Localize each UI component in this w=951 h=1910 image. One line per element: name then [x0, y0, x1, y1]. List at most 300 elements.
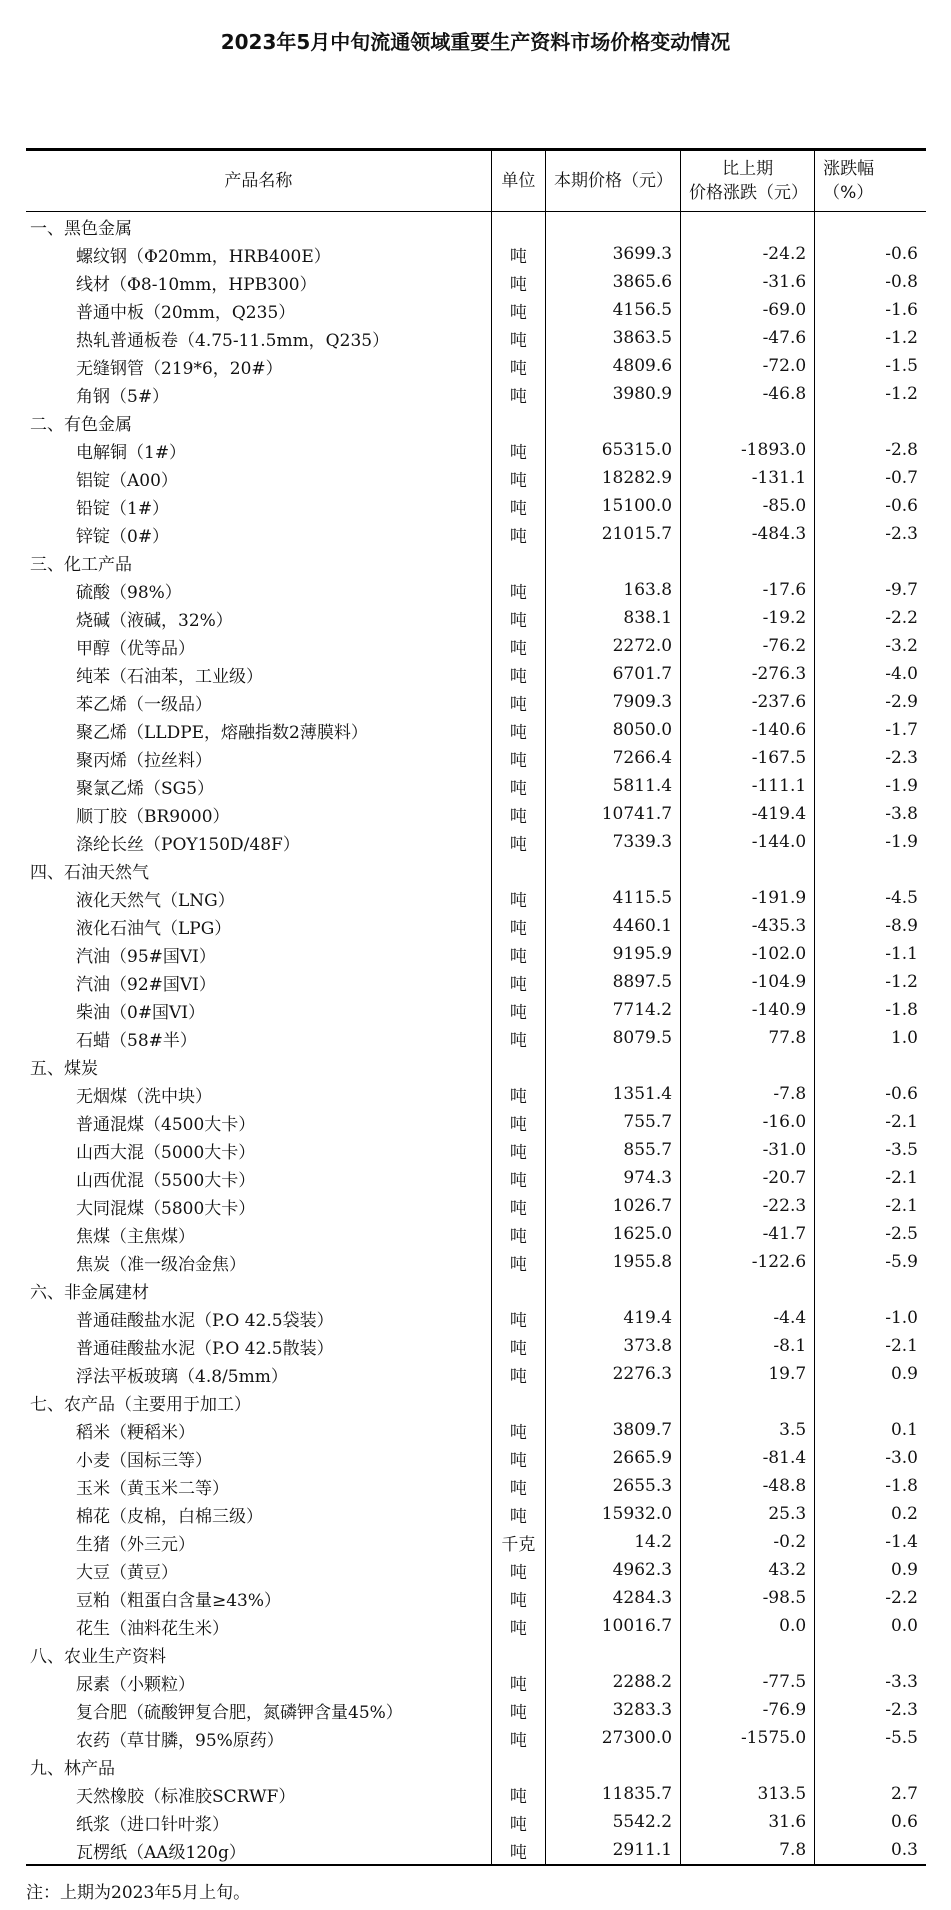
change-cell: -31.6 — [681, 268, 815, 296]
product-name-cell: 农药（草甘膦，95%原药） — [76, 1730, 284, 1751]
unit-cell: 吨 — [491, 828, 545, 856]
change-cell: -1575.0 — [681, 1724, 815, 1752]
price-cell: 4284.3 — [545, 1584, 680, 1612]
pct-cell: -2.1 — [885, 1168, 918, 1188]
table-row — [26, 1220, 926, 1248]
pct-cell: -1.7 — [885, 720, 918, 740]
price-cell: 4962.3 — [545, 1556, 680, 1584]
category-row — [26, 1752, 926, 1780]
category-row — [26, 856, 926, 884]
price-cell: 4460.1 — [545, 912, 680, 940]
product-name-cell: 五、煤炭 — [30, 1058, 98, 1079]
product-name-cell: 烧碱（液碱，32%） — [76, 610, 233, 631]
table-row — [26, 828, 926, 856]
product-name-cell: 苯乙烯（一级品） — [76, 694, 212, 715]
change-cell: -76.9 — [681, 1696, 815, 1724]
table-row — [26, 1192, 926, 1220]
product-name-cell: 小麦（国标三等） — [76, 1450, 212, 1471]
pct-cell: -0.6 — [885, 1084, 918, 1104]
table-row — [26, 660, 926, 688]
change-cell: -191.9 — [681, 884, 815, 912]
category-row — [26, 1052, 926, 1080]
product-name-cell: 四、石油天然气 — [30, 862, 149, 883]
product-name-cell: 焦煤（主焦煤） — [76, 1226, 195, 1247]
pct-cell: -1.0 — [885, 1308, 918, 1328]
product-name-cell: 复合肥（硫酸钾复合肥，氮磷钾含量45%） — [76, 1702, 403, 1723]
table-row — [26, 1248, 926, 1276]
table-row — [26, 884, 926, 912]
unit-cell: 吨 — [491, 520, 545, 548]
price-cell: 3699.3 — [545, 240, 680, 268]
pct-cell: -1.4 — [885, 1532, 918, 1552]
table-row — [26, 324, 926, 352]
product-name-cell: 聚丙烯（拉丝料） — [76, 750, 212, 771]
table-row — [26, 940, 926, 968]
pct-cell: -2.3 — [885, 748, 918, 768]
change-cell: -140.6 — [681, 716, 815, 744]
change-cell: 7.8 — [681, 1836, 815, 1865]
table-row — [26, 436, 926, 464]
table-row — [26, 1332, 926, 1360]
pct-cell: -2.2 — [885, 608, 918, 628]
product-name-cell: 液化天然气（LNG） — [76, 890, 235, 911]
pct-cell: -2.3 — [885, 524, 918, 544]
product-name-cell: 热轧普通板卷（4.75-11.5mm，Q235） — [76, 330, 390, 351]
product-name-cell: 汽油（92#国VI） — [76, 974, 216, 995]
price-cell: 27300.0 — [545, 1724, 680, 1752]
table-row — [26, 1584, 926, 1612]
product-name-cell: 无缝钢管（219*6，20#） — [76, 358, 283, 379]
change-cell: -77.5 — [681, 1668, 815, 1696]
pct-cell: -2.1 — [885, 1336, 918, 1356]
unit-cell: 吨 — [491, 1024, 545, 1052]
change-cell: -104.9 — [681, 968, 815, 996]
pct-cell: 0.1 — [890, 1420, 918, 1440]
unit-cell — [491, 1388, 545, 1416]
product-name-cell: 三、化工产品 — [30, 554, 132, 575]
unit-cell: 吨 — [491, 1668, 545, 1696]
product-name-cell: 六、非金属建材 — [30, 1282, 149, 1303]
table-row — [26, 1416, 926, 1444]
price-cell — [545, 212, 680, 241]
product-name-cell: 普通混煤（4500大卡） — [76, 1114, 256, 1135]
pct-cell — [815, 1052, 926, 1080]
pct-cell: -3.2 — [885, 636, 918, 656]
pct-cell: -3.8 — [885, 804, 918, 824]
price-cell: 2288.2 — [545, 1668, 680, 1696]
pct-cell: -0.7 — [885, 468, 918, 488]
unit-cell: 吨 — [491, 1584, 545, 1612]
table-header-row — [26, 150, 926, 212]
table-row — [26, 1164, 926, 1192]
table-row — [26, 996, 926, 1024]
change-cell: -72.0 — [681, 352, 815, 380]
product-name-cell: 涤纶长丝（POY150D/48F） — [76, 834, 300, 855]
price-cell: 755.7 — [545, 1108, 680, 1136]
change-cell: -122.6 — [681, 1248, 815, 1276]
category-row — [26, 1276, 926, 1304]
price-cell: 1955.8 — [545, 1248, 680, 1276]
unit-cell: 吨 — [491, 912, 545, 940]
table-row — [26, 380, 926, 408]
table-row — [26, 1108, 926, 1136]
table-row — [26, 296, 926, 324]
pct-cell — [815, 1276, 926, 1304]
change-cell — [681, 1388, 815, 1416]
category-row — [26, 548, 926, 576]
change-cell: -4.4 — [681, 1304, 815, 1332]
pct-cell: -0.6 — [885, 496, 918, 516]
product-name-cell: 山西大混（5000大卡） — [76, 1142, 256, 1163]
price-cell: 3283.3 — [545, 1696, 680, 1724]
change-cell: -85.0 — [681, 492, 815, 520]
unit-cell: 吨 — [491, 744, 545, 772]
table-row — [26, 604, 926, 632]
unit-cell — [491, 1640, 545, 1668]
pct-cell: 0.9 — [890, 1364, 918, 1384]
price-cell: 5542.2 — [545, 1808, 680, 1836]
pct-cell: 0.2 — [890, 1504, 918, 1524]
pct-cell: -1.1 — [885, 944, 918, 964]
unit-cell: 吨 — [491, 800, 545, 828]
change-cell: -17.6 — [681, 576, 815, 604]
unit-cell: 吨 — [491, 1472, 545, 1500]
price-cell: 2272.0 — [545, 632, 680, 660]
pct-cell: 0.9 — [890, 1560, 918, 1580]
change-cell: -102.0 — [681, 940, 815, 968]
change-cell: -16.0 — [681, 1108, 815, 1136]
price-cell: 4156.5 — [545, 296, 680, 324]
pct-cell: 1.0 — [890, 1028, 918, 1048]
change-cell — [681, 1752, 815, 1780]
product-name-cell: 浮法平板玻璃（4.8/5mm） — [76, 1366, 288, 1387]
unit-cell: 吨 — [491, 268, 545, 296]
price-cell: 9195.9 — [545, 940, 680, 968]
table-row — [26, 1304, 926, 1332]
product-name-cell: 生猪（外三元） — [76, 1534, 195, 1555]
change-cell: -131.1 — [681, 464, 815, 492]
change-cell: -22.3 — [681, 1192, 815, 1220]
product-name-cell: 螺纹钢（Φ20mm，HRB400E） — [76, 246, 331, 267]
change-cell: -7.8 — [681, 1080, 815, 1108]
change-cell: 3.5 — [681, 1416, 815, 1444]
unit-cell: 吨 — [491, 968, 545, 996]
price-cell — [545, 548, 680, 576]
price-cell: 7339.3 — [545, 828, 680, 856]
change-cell — [681, 212, 815, 241]
price-cell: 1351.4 — [545, 1080, 680, 1108]
price-cell: 1026.7 — [545, 1192, 680, 1220]
table-row — [26, 268, 926, 296]
table-row — [26, 1444, 926, 1472]
table-row — [26, 1136, 926, 1164]
unit-cell: 吨 — [491, 1444, 545, 1472]
change-cell: -24.2 — [681, 240, 815, 268]
unit-cell: 吨 — [491, 576, 545, 604]
unit-cell: 吨 — [491, 1080, 545, 1108]
table-row — [26, 968, 926, 996]
unit-cell: 吨 — [491, 1724, 545, 1752]
price-cell: 3865.6 — [545, 268, 680, 296]
pct-cell: 0.0 — [890, 1616, 918, 1636]
price-table — [26, 148, 926, 1866]
table-row — [26, 744, 926, 772]
price-cell: 18282.9 — [545, 464, 680, 492]
change-cell: -484.3 — [681, 520, 815, 548]
change-cell: -69.0 — [681, 296, 815, 324]
pct-cell — [815, 212, 926, 241]
page-title: 2023年5月中旬流通领域重要生产资料市场价格变动情况 — [220, 30, 731, 54]
price-cell: 838.1 — [545, 604, 680, 632]
product-name-cell: 山西优混（5500大卡） — [76, 1170, 256, 1191]
product-name-cell: 角钢（5#） — [76, 386, 170, 407]
change-cell — [681, 548, 815, 576]
table-body — [26, 212, 926, 1866]
unit-cell: 吨 — [491, 1136, 545, 1164]
price-cell: 163.8 — [545, 576, 680, 604]
table-row — [26, 464, 926, 492]
table-row — [26, 240, 926, 268]
pct-cell — [815, 1752, 926, 1780]
pct-cell — [815, 1388, 926, 1416]
pct-cell: -2.1 — [885, 1196, 918, 1216]
product-name-cell: 液化石油气（LPG） — [76, 918, 232, 939]
price-cell: 2911.1 — [545, 1836, 680, 1865]
product-name-cell: 二、有色金属 — [30, 414, 132, 435]
unit-cell: 吨 — [491, 492, 545, 520]
change-cell: -1893.0 — [681, 436, 815, 464]
product-name-cell: 大豆（黄豆） — [76, 1562, 178, 1583]
product-name-cell: 硫酸（98%） — [76, 582, 182, 603]
unit-cell — [491, 408, 545, 436]
unit-cell: 吨 — [491, 1304, 545, 1332]
pct-cell: -1.9 — [885, 832, 918, 852]
table-row — [26, 772, 926, 800]
unit-cell — [491, 212, 545, 241]
table-row — [26, 716, 926, 744]
pct-cell: -9.7 — [885, 580, 918, 600]
price-cell: 3863.5 — [545, 324, 680, 352]
price-cell — [545, 408, 680, 436]
change-cell: -81.4 — [681, 1444, 815, 1472]
change-cell: -41.7 — [681, 1220, 815, 1248]
table-row — [26, 1668, 926, 1696]
change-cell: -48.8 — [681, 1472, 815, 1500]
change-cell: 25.3 — [681, 1500, 815, 1528]
price-cell: 3980.9 — [545, 380, 680, 408]
pct-cell: -8.9 — [885, 916, 918, 936]
price-cell — [545, 1640, 680, 1668]
pct-cell — [815, 1640, 926, 1668]
pct-cell: -1.9 — [885, 776, 918, 796]
footnote: 注：上期为2023年5月上旬。 — [26, 1883, 251, 1903]
pct-cell: -3.5 — [885, 1140, 918, 1160]
product-name-cell: 豆粕（粗蛋白含量≥43%） — [76, 1590, 282, 1611]
unit-cell: 吨 — [491, 380, 545, 408]
product-name-cell: 普通中板（20mm，Q235） — [76, 302, 296, 323]
table-row — [26, 352, 926, 380]
unit-cell — [491, 856, 545, 884]
price-cell: 15932.0 — [545, 1500, 680, 1528]
change-cell: -144.0 — [681, 828, 815, 856]
pct-cell: -2.2 — [885, 1588, 918, 1608]
pct-cell: 0.3 — [815, 1836, 926, 1865]
price-cell: 419.4 — [545, 1304, 680, 1332]
product-name-cell: 稻米（粳稻米） — [76, 1422, 195, 1443]
product-name-cell: 纸浆（进口针叶浆） — [76, 1814, 229, 1835]
unit-cell: 吨 — [491, 1696, 545, 1724]
price-cell: 4115.5 — [545, 884, 680, 912]
price-cell: 8897.5 — [545, 968, 680, 996]
pct-cell: 0.6 — [890, 1812, 918, 1832]
product-name-cell: 锌锭（0#） — [76, 526, 170, 547]
pct-cell: -4.5 — [885, 888, 918, 908]
change-cell: -46.8 — [681, 380, 815, 408]
pct-cell: -5.5 — [885, 1728, 918, 1748]
change-cell — [681, 408, 815, 436]
product-name-cell: 一、黑色金属 — [30, 218, 132, 239]
category-row — [26, 1640, 926, 1668]
table-row — [26, 1528, 926, 1556]
price-cell: 7909.3 — [545, 688, 680, 716]
product-name-cell: 聚氯乙烯（SG5） — [76, 778, 215, 799]
change-cell: -98.5 — [681, 1584, 815, 1612]
unit-cell: 吨 — [491, 1500, 545, 1528]
product-name-cell: 八、农业生产资料 — [30, 1646, 166, 1667]
category-row — [26, 1388, 926, 1416]
pct-cell: -2.9 — [885, 692, 918, 712]
unit-cell: 千克 — [491, 1528, 545, 1556]
pct-cell: -1.5 — [885, 356, 918, 376]
table-row — [26, 800, 926, 828]
pct-cell: -5.9 — [885, 1252, 918, 1272]
price-cell: 10741.7 — [545, 800, 680, 828]
unit-cell — [491, 1752, 545, 1780]
unit-cell — [491, 1052, 545, 1080]
product-name-cell: 无烟煤（洗中块） — [76, 1086, 212, 1107]
pct-cell — [815, 408, 926, 436]
product-name-cell: 普通硅酸盐水泥（P.O 42.5散装） — [76, 1338, 334, 1359]
price-cell: 373.8 — [545, 1332, 680, 1360]
pct-cell: -2.1 — [885, 1112, 918, 1132]
unit-cell: 吨 — [491, 1220, 545, 1248]
product-name-cell: 大同混煤（5800大卡） — [76, 1198, 256, 1219]
unit-cell — [491, 548, 545, 576]
table-row — [26, 688, 926, 716]
unit-cell: 吨 — [491, 1192, 545, 1220]
header-unit: 单位 — [491, 150, 545, 212]
header-change — [681, 150, 815, 212]
change-cell: 0.0 — [681, 1612, 815, 1640]
product-name-cell: 甲醇（优等品） — [76, 638, 195, 659]
unit-cell: 吨 — [491, 884, 545, 912]
price-cell: 2665.9 — [545, 1444, 680, 1472]
unit-cell: 吨 — [491, 996, 545, 1024]
change-cell: -8.1 — [681, 1332, 815, 1360]
price-cell — [545, 856, 680, 884]
product-name-cell: 柴油（0#国VI） — [76, 1002, 206, 1023]
price-cell: 855.7 — [545, 1136, 680, 1164]
unit-cell: 吨 — [491, 772, 545, 800]
unit-cell: 吨 — [491, 324, 545, 352]
change-cell — [681, 856, 815, 884]
pct-cell: -1.2 — [885, 328, 918, 348]
pct-cell: -0.8 — [885, 272, 918, 292]
pct-cell: -2.8 — [885, 440, 918, 460]
product-name-cell: 九、林产品 — [30, 1758, 115, 1779]
product-name-cell: 铅锭（1#） — [76, 498, 170, 519]
change-cell: 77.8 — [681, 1024, 815, 1052]
price-cell: 6701.7 — [545, 660, 680, 688]
unit-cell — [491, 1276, 545, 1304]
product-name-cell: 瓦楞纸（AA级120g） — [26, 1836, 491, 1865]
pct-cell: -1.8 — [885, 1476, 918, 1496]
unit-cell: 吨 — [491, 1808, 545, 1836]
table-row — [26, 912, 926, 940]
change-cell: -31.0 — [681, 1136, 815, 1164]
price-cell: 14.2 — [545, 1528, 680, 1556]
header-product-name: 产品名称 — [26, 150, 491, 212]
table-row — [26, 576, 926, 604]
product-name-cell: 焦炭（准一级冶金焦） — [76, 1254, 246, 1275]
product-name-cell: 玉米（黄玉米二等） — [76, 1478, 229, 1499]
change-cell: -435.3 — [681, 912, 815, 940]
change-cell: -419.4 — [681, 800, 815, 828]
product-name-cell: 棉花（皮棉，白棉三级） — [76, 1506, 263, 1527]
product-name-cell: 聚乙烯（LLDPE，熔融指数2薄膜料） — [76, 722, 368, 743]
change-cell: -167.5 — [681, 744, 815, 772]
change-cell: -20.7 — [681, 1164, 815, 1192]
price-cell: 15100.0 — [545, 492, 680, 520]
unit-cell: 吨 — [491, 632, 545, 660]
pct-cell: -1.2 — [885, 972, 918, 992]
product-name-cell: 普通硅酸盐水泥（P.O 42.5袋装） — [76, 1310, 334, 1331]
table-row — [26, 632, 926, 660]
unit-cell: 吨 — [491, 1836, 545, 1865]
unit-cell: 吨 — [491, 240, 545, 268]
table-row — [26, 1808, 926, 1836]
price-cell: 3809.7 — [545, 1416, 680, 1444]
table-row — [26, 1696, 926, 1724]
price-cell: 8079.5 — [545, 1024, 680, 1052]
unit-cell: 吨 — [491, 1360, 545, 1388]
table-row — [26, 1836, 926, 1865]
product-name-cell: 尿素（小颗粒） — [76, 1674, 195, 1695]
change-cell: 19.7 — [681, 1360, 815, 1388]
pct-cell: -1.8 — [885, 1000, 918, 1020]
header-change-line2: 价格涨跌（元） — [689, 183, 809, 203]
table-row — [26, 1612, 926, 1640]
price-cell: 1625.0 — [545, 1220, 680, 1248]
price-cell: 7714.2 — [545, 996, 680, 1024]
table-row — [26, 492, 926, 520]
product-name-cell: 石蜡（58#半） — [76, 1030, 197, 1051]
unit-cell: 吨 — [491, 436, 545, 464]
unit-cell: 吨 — [491, 1556, 545, 1584]
price-cell: 21015.7 — [545, 520, 680, 548]
product-name-cell: 花生（油料花生米） — [76, 1618, 229, 1639]
change-cell: -140.9 — [681, 996, 815, 1024]
change-cell — [681, 1276, 815, 1304]
change-cell: -237.6 — [681, 688, 815, 716]
pct-cell: -3.3 — [885, 1672, 918, 1692]
pct-cell: -3.0 — [885, 1448, 918, 1468]
table-row — [26, 1556, 926, 1584]
product-name-cell: 顺丁胶（BR9000） — [76, 806, 230, 827]
change-cell: 313.5 — [681, 1780, 815, 1808]
change-cell — [681, 1052, 815, 1080]
product-name-cell: 纯苯（石油苯，工业级） — [76, 666, 263, 687]
